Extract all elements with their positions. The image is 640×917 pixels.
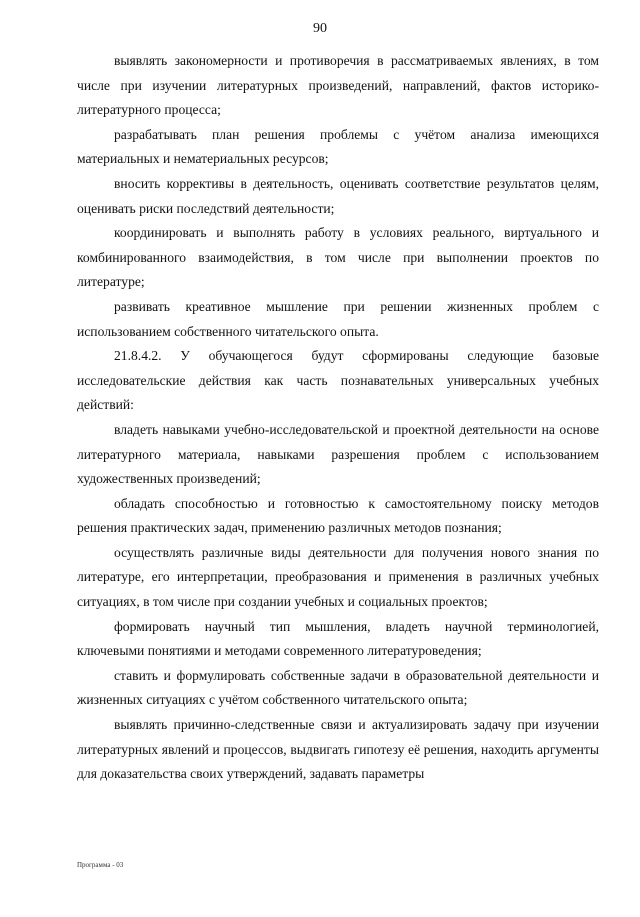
paragraph: ставить и формулировать собственные задачи в образовательной деятельности и жизненных ситуациях с учётом собственного читательского опыта; <box>77 667 599 708</box>
paragraph: осуществлять различные виды деятельности для получения нового знания по литературе, его интерпретации, преобразования и применения в различных учебных ситуациях, в том числе при создании учебных и социальных проектов; <box>77 544 599 610</box>
body-text <box>77 49 599 787</box>
paragraph: развивать креативное мышление при решении жизненных проблем с использованием собственного читательского опыта. <box>77 298 599 339</box>
footer-label: Программа - 03 <box>77 861 124 869</box>
paragraph: 21.8.4.2. У обучающегося будут сформированы следующие базовые исследовательские действия как часть познавательных универсальных учебных действий: <box>77 348 599 413</box>
paragraph: выявлять закономерности и противоречия в рассматриваемых явлениях, в том числе при изучении литературных произведений, направлений, фактов историко-литературного процесса; <box>77 53 599 118</box>
paragraph: выявлять причинно-следственные связи и актуализировать задачу при изучении литературных явлений и процессов, выдвигать гипотезу её решения, находить аргументы для доказательства своих утверждений, задавать параметры <box>77 717 599 782</box>
paragraph: обладать способностью и готовностью к самостоятельному поиску методов решения практических задач, применению различных методов познания; <box>77 495 599 536</box>
paragraph: вносить коррективы в деятельность, оценивать соответствие результатов целям, оценивать риски последствий деятельности; <box>77 175 599 216</box>
paragraph: владеть навыками учебно-исследовательской и проектной деятельности на основе литературного материала, навыками разрешения проблем с использованием художественных произведений; <box>77 421 599 487</box>
paragraph: координировать и выполнять работу в условиях реального, виртуального и комбинированного взаимодействия, в том числе при выполнении проектов по литературе; <box>77 225 599 290</box>
page-number: 90 <box>313 21 327 36</box>
paragraph: формировать научный тип мышления, владеть научной терминологией, ключевыми понятиями и методами современного литературоведения; <box>77 618 599 659</box>
paragraph: разрабатывать план решения проблемы с учётом анализа имеющихся материальных и нематериальных ресурсов; <box>77 126 599 167</box>
